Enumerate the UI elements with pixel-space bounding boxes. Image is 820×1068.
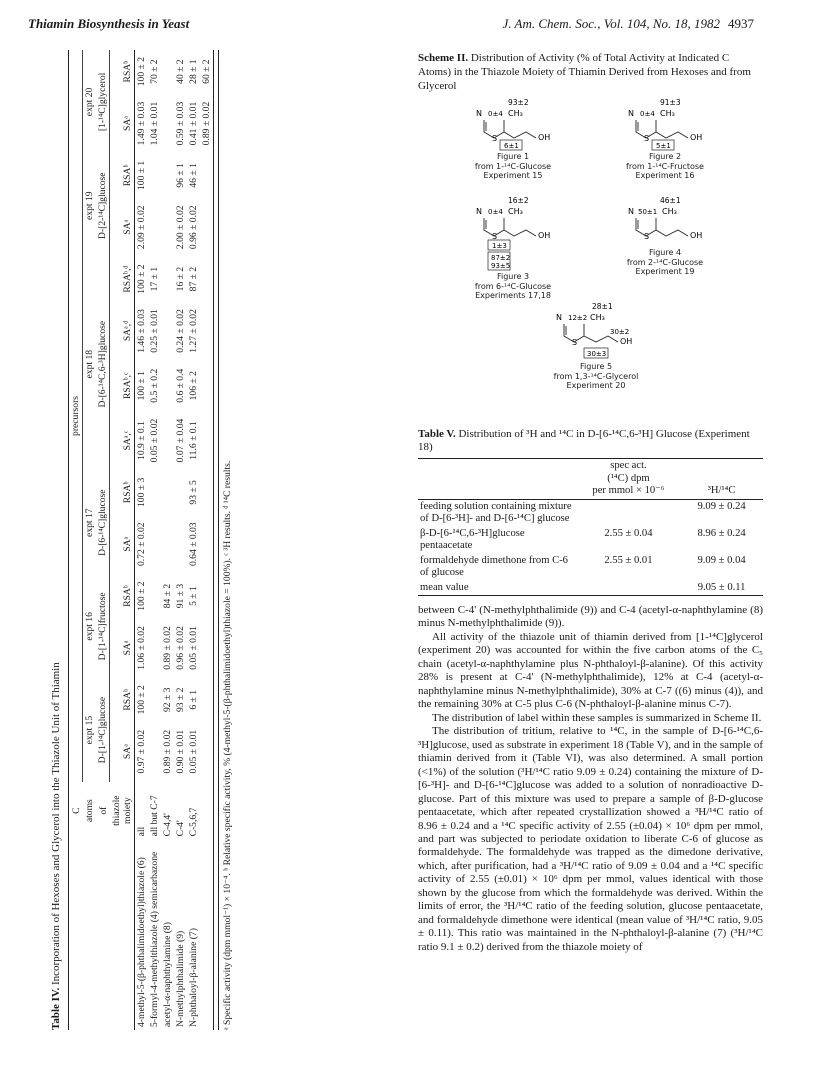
value-cell xyxy=(161,471,174,514)
table-row xyxy=(187,50,200,1030)
label-box: 1±3 xyxy=(492,242,507,250)
subhead: RSAᵇ xyxy=(121,164,133,187)
value-cell: 60 ± 2 xyxy=(200,59,212,84)
value-cell: 10.9 ± 0.1 xyxy=(135,421,147,460)
compound-name: 4-methyl-5-(β-phthalimidoethyl)thiazole (6) xyxy=(135,857,147,1027)
table4-atoms-head-2: of xyxy=(97,806,109,815)
compound-name xyxy=(200,839,214,1030)
expt-name: expt 16 xyxy=(84,612,96,641)
figure-from: from 1,3-¹⁴C-Glycerol xyxy=(553,371,639,381)
label-ch3: CH₃ xyxy=(590,313,605,322)
atoms-cell: all xyxy=(135,826,147,837)
value-cell: 17 ± 1 xyxy=(148,266,160,292)
atoms-cell: all but C-7 xyxy=(148,795,160,837)
atoms-cell xyxy=(200,782,214,839)
specact-head-line: spec act. xyxy=(610,460,647,471)
value-cell xyxy=(148,678,161,721)
value-cell xyxy=(148,575,161,618)
value-cell: 0.07 ± 0.04 xyxy=(174,418,186,463)
subhead: SAᵃ xyxy=(121,744,133,760)
value-cell: 100 ± 1 xyxy=(135,160,147,191)
label-box3: 93±5 xyxy=(491,262,511,270)
table-row xyxy=(161,50,174,1030)
scheme-figure-3 xyxy=(448,194,578,301)
subhead: RSAᵇ,ᶜ xyxy=(121,372,133,399)
table5-row-label: mean value xyxy=(420,581,469,593)
figure-label: Figure 4 xyxy=(648,248,682,257)
atom-s: S xyxy=(492,232,498,241)
subhead: SAᵃ xyxy=(121,116,133,131)
value-cell: 1.49 ± 0.03 xyxy=(135,101,147,146)
value-cell xyxy=(161,258,174,301)
thiazole-structure-icon xyxy=(448,194,578,272)
value-cell xyxy=(148,721,161,782)
value-cell xyxy=(161,514,174,575)
atoms-cell: C-4,4' xyxy=(161,813,173,837)
value-cell: 0.89 ± 0.02 xyxy=(161,729,173,774)
value-cell: 0.90 ± 0.01 xyxy=(174,729,186,774)
value-cell xyxy=(200,575,214,618)
value-cell xyxy=(148,471,161,514)
value-cell xyxy=(161,50,174,93)
value-cell: 0.96 ± 0.02 xyxy=(174,626,186,670)
figure-experiment: Experiment 19 xyxy=(635,267,695,277)
value-cell xyxy=(161,93,174,154)
table4-title-text: Incorporation of Hexoses and Glycerol into the Thiazole Unit of Thiamin xyxy=(50,662,62,986)
table5-row-ratio: 8.96 ± 0.24 xyxy=(697,527,746,539)
value-cell: 5 ± 1 xyxy=(187,586,199,606)
expt-substrate: [1-¹⁴C]glycerol xyxy=(96,50,110,154)
value-cell xyxy=(200,514,214,575)
table5-ratio-head: ³H/¹⁴C xyxy=(707,485,736,496)
value-cell xyxy=(200,618,214,679)
figure-from: from 6-¹⁴C-Glucose xyxy=(474,281,552,291)
subhead: SAᵃ xyxy=(121,219,133,235)
value-cell: 2.00 ± 0.02 xyxy=(174,205,186,250)
table-row xyxy=(148,50,161,1030)
label-oh: OH xyxy=(620,337,633,346)
table5-row-sa: 2.55 ± 0.01 xyxy=(604,554,653,566)
table5-caption-text: Distribution of ³H and ¹⁴C in D-[6-¹⁴C,6-³H] Glucose (Experiment 18) xyxy=(418,428,750,454)
subhead: RSAᵇ xyxy=(121,60,133,83)
value-cell xyxy=(148,154,161,197)
value-cell: 0.6 ± 0.4 xyxy=(174,368,186,403)
label-box2: 87±2 xyxy=(491,254,511,262)
value-cell: 96 ± 1 xyxy=(174,163,186,188)
atom-n: N xyxy=(476,109,482,118)
figure-experiment: Experiment 20 xyxy=(566,381,626,391)
table4-label: Table IV. xyxy=(50,987,62,1030)
subhead: SAᵃ,ᵈ xyxy=(121,320,133,342)
value-cell: 100 ± 3 xyxy=(135,477,147,507)
value-cell xyxy=(200,361,214,410)
atom-s: S xyxy=(644,232,650,241)
label-ch3: CH₃ xyxy=(508,207,523,216)
expt-name: expt 15 xyxy=(84,715,96,745)
value-cell: 93 ± 5 xyxy=(187,480,199,505)
atom-n: N xyxy=(628,207,634,216)
expt-substrate: D-[1-¹⁴C]glucose xyxy=(96,678,110,782)
table5-row-ratio: 9.09 ± 0.04 xyxy=(697,554,746,566)
label-c4: 0±4 xyxy=(640,110,655,118)
value-cell xyxy=(200,197,214,258)
running-header-title: Thiamin Biosynthesis in Yeast xyxy=(28,16,190,31)
value-cell: 100 ± 2 xyxy=(135,264,147,294)
table4-body xyxy=(134,50,213,1030)
value-cell: 1.27 ± 0.02 xyxy=(187,309,199,353)
atom-s: S xyxy=(644,134,650,143)
label-box: 6±1 xyxy=(504,142,519,150)
figure-from: from 1-¹⁴C-Fructose xyxy=(626,161,704,171)
value-cell: 100 ± 2 xyxy=(135,56,147,87)
value-cell: 0.05 ± 0.01 xyxy=(187,729,199,774)
value-cell: 6 ± 1 xyxy=(187,689,199,710)
value-cell: 46 ± 1 xyxy=(187,163,199,188)
atom-n: N xyxy=(556,313,562,322)
value-cell: 0.05 ± 0.02 xyxy=(148,418,160,463)
value-cell: 0.72 ± 0.02 xyxy=(135,522,147,567)
expt-substrate: D-[2-¹⁴C]glucose xyxy=(96,154,110,258)
label-box: 5±1 xyxy=(656,142,671,150)
subhead: RSAᵇ,ᵈ xyxy=(121,265,133,293)
value-cell: 93 ± 2 xyxy=(174,687,186,712)
atoms-cell: C-4' xyxy=(174,820,186,837)
atoms-head-moiety: moiety xyxy=(121,797,133,824)
table4-atoms-head-3 xyxy=(110,782,135,839)
table4-title xyxy=(50,50,62,1030)
scheme2-label: Scheme II. xyxy=(418,52,469,64)
value-cell: 100 ± 1 xyxy=(135,371,147,401)
label-oh: OH xyxy=(538,231,551,240)
value-cell xyxy=(161,361,174,410)
figure-label: Figure 2 xyxy=(648,152,682,161)
label-c4: 0±4 xyxy=(488,208,503,216)
value-cell: 40 ± 2 xyxy=(174,59,186,84)
page-number: 4937 xyxy=(728,16,754,31)
value-cell: 106 ± 2 xyxy=(187,371,199,401)
subhead: RSAᵇ xyxy=(121,688,133,711)
scheme2-caption-text: Distribution of Activity (% of Total Activity at Indicated C Atoms) in the Thiazole Moiety of Thiamin Derived from Hexoses and from Glycerol xyxy=(418,52,751,92)
figure-experiment: Experiment 16 xyxy=(635,171,695,181)
expt-name: expt 20 xyxy=(84,87,96,117)
table5-row-label: formaldehyde dimethone from C-6 of glucose xyxy=(420,554,568,578)
atoms-head-thiazole: thiazole xyxy=(110,795,122,826)
label-c4: 0±4 xyxy=(488,110,503,118)
table4-grid xyxy=(68,50,214,1030)
table5-row-label: β-D-[6-¹⁴C,6-³H]glucose pentaacetate xyxy=(420,527,525,551)
label-c4: 12±2 xyxy=(568,314,588,322)
table5 xyxy=(418,458,763,596)
thiazole-structure-icon xyxy=(526,300,666,362)
subhead: SAᵃ xyxy=(121,640,133,656)
value-cell xyxy=(148,197,161,258)
body-paragraph-4: The distribution of tritium, relative to ¹⁴C, in the sample of D-[6-¹⁴C,6-³H]glucose, used as substrate in experiment 18 (Table V), and in the sample of thiamin derived from it (Table VI), was also determined. A small portion (<1%) of the solution (³H/¹⁴C ratio 9.09 ± 0.24) containing the mixture of D-[6-³H]- and D-[6-¹⁴C]glucose was added to a solution of nonradioactive D-glucose. Part of this mixture was used to prepare a sample of β-D-glucose pentaacetate, which after repeated crystallization showed a ³H/¹⁴C ratio of 8.96 ± 0.24 and a ¹⁴C specific activity of 2.55 (±0.04) × 10⁶ dpm per mmol, and part was subjected to periodate oxidation to liberate C-6 of glucose as formaldehyde. The formaldehyde was trapped as the dimedone derivative, which, after purification, had a ³H/¹⁴C ratio of 9.09 ± 0.04 and a ¹⁴C specific activity of 2.55 (±0.01) × 10⁶ dpm per mmol, values identical with those shown by the glucose from which the formaldehyde was derived. Within the limits of error, the ³H/¹⁴C ratio of the feeding solution, glucose pentaacetate, and formaldehyde dimethone were identical (mean value of ³H/¹⁴C ratio, 9.05 ± 0.11). This ratio was maintained in the N-phthaloyl-β-alanine (7) (³H/¹⁴C ratio 9.1 ± 0.2) derived from the thiazole moiety of xyxy=(418,725,763,953)
scheme-figure-4 xyxy=(600,194,730,277)
table5-caption xyxy=(418,428,763,455)
label-oh: OH xyxy=(690,133,703,142)
scheme2-caption xyxy=(418,52,763,93)
compound-name: N-methylphthalimide (9) xyxy=(174,930,186,1027)
figure-label: Figure 1 xyxy=(496,152,530,161)
figure-label: Figure 5 xyxy=(579,362,613,371)
table-row xyxy=(200,50,214,1030)
value-cell: 100 ± 2 xyxy=(135,581,147,611)
value-cell xyxy=(161,301,174,362)
value-cell xyxy=(174,471,187,514)
label-ch3: CH₃ xyxy=(508,109,523,118)
label-c4: 50±1 xyxy=(638,208,658,216)
label-top: 46±1 xyxy=(660,196,681,205)
label-top: 28±1 xyxy=(592,302,613,311)
value-cell: 1.04 ± 0.01 xyxy=(148,101,160,146)
label-top: 93±2 xyxy=(508,98,529,107)
scheme-figure-2 xyxy=(600,96,730,181)
table4-atoms-head-1: atoms xyxy=(84,799,96,823)
value-cell xyxy=(200,721,214,782)
table5-row-label: feeding solution containing mixture of D-[6-³H]- and D-[6-¹⁴C] glucose xyxy=(420,500,572,524)
label-box: 30±3 xyxy=(587,350,607,358)
value-cell xyxy=(200,678,214,721)
table5-label: Table V. xyxy=(418,428,456,440)
table4-atoms-head-0: C xyxy=(70,807,82,814)
value-cell: 70 ± 2 xyxy=(148,59,160,84)
thiazole-structure-icon xyxy=(448,96,578,152)
value-cell: 0.5 ± 0.2 xyxy=(148,368,160,403)
body-text xyxy=(418,604,763,954)
value-cell xyxy=(200,258,214,301)
table4-footnote: ᵃ Specific activity (dpm mmol⁻¹) × 10⁻⁴. ᵇ Relative specific activity, % (4-methyl-5-(β-phthalimidoethyl)thiazole = 100%). ᶜ ³H results. ᵈ ¹⁴C results. xyxy=(218,50,233,1030)
body-paragraph-3: The distribution of label within these samples is summarized in Scheme II. xyxy=(432,711,762,724)
expt-name: expt 17 xyxy=(84,508,96,537)
table-row xyxy=(174,50,187,1030)
expt-substrate: D-[6-¹⁴C,6-³H]glucose xyxy=(96,258,110,471)
atom-s: S xyxy=(492,134,498,143)
figure-experiment: Experiments 17,18 xyxy=(475,291,551,301)
value-cell: 0.64 ± 0.03 xyxy=(187,522,199,567)
compound-name: acetyl-α-naphthylamine (8) xyxy=(161,922,173,1027)
value-cell: 1.06 ± 0.02 xyxy=(135,626,147,670)
body-paragraph-1: between C-4' (N-methylphthalimide (9)) and C-4 (acetyl-α-naphthylamine (8) minus N-methylphthalimide (9)). xyxy=(418,604,763,630)
value-cell: 0.25 ± 0.01 xyxy=(148,309,160,353)
thiazole-structure-icon xyxy=(600,96,730,152)
value-cell: 16 ± 2 xyxy=(174,266,186,292)
expt-name: expt 19 xyxy=(84,191,96,220)
table4-precursors-head: precursors xyxy=(69,50,83,782)
figure-from: from 2-¹⁴C-Glucose xyxy=(626,257,704,267)
value-cell: 28 ± 1 xyxy=(187,59,199,84)
value-cell: 2.09 ± 0.02 xyxy=(135,205,147,250)
table5-row-sa: 2.55 ± 0.04 xyxy=(604,527,653,539)
journal-citation: J. Am. Chem. Soc., Vol. 104, No. 18, 1982 xyxy=(502,16,720,31)
value-cell: 0.24 ± 0.02 xyxy=(174,309,186,353)
table5-row-ratio: 9.05 ± 0.11 xyxy=(697,581,746,593)
value-cell: 1.46 ± 0.03 xyxy=(135,309,147,353)
value-cell xyxy=(148,514,161,575)
specact-head-line: (¹⁴C) dpm xyxy=(607,472,650,484)
label-top: 16±2 xyxy=(508,196,529,205)
figure-label: Figure 3 xyxy=(496,272,530,281)
scheme-figure-1 xyxy=(448,96,578,181)
table5-row-sa xyxy=(577,499,681,527)
thiazole-structure-icon xyxy=(600,194,730,248)
value-cell xyxy=(200,154,214,197)
value-cell: 0.89 ± 0.02 xyxy=(161,626,173,670)
value-cell: 0.89 ± 0.02 xyxy=(200,101,212,146)
value-cell: 100 ± 2 xyxy=(135,685,147,715)
expt-name: expt 18 xyxy=(84,349,96,379)
value-cell: 0.97 ± 0.02 xyxy=(135,729,147,774)
figure-from: from 1-¹⁴C-Glucose xyxy=(474,161,552,171)
value-cell xyxy=(161,197,174,258)
subhead: SAᵃ,ᶜ xyxy=(121,430,133,451)
value-cell xyxy=(174,514,187,575)
value-cell: 11.6 ± 0.1 xyxy=(187,421,199,460)
table4-rotated-container xyxy=(50,50,385,1030)
value-cell xyxy=(148,618,161,679)
label-ch3: CH₃ xyxy=(660,109,675,118)
atom-n: N xyxy=(628,109,634,118)
value-cell xyxy=(161,154,174,197)
label-oh: OH xyxy=(538,133,551,142)
value-cell: 91 ± 3 xyxy=(174,583,186,609)
label-oh: OH xyxy=(690,231,703,240)
subhead: RSAᵇ xyxy=(121,481,133,504)
atom-n: N xyxy=(476,207,482,216)
compound-name: 5-formyl-4-methylthiazole (4) semicarbazone xyxy=(148,851,160,1027)
value-cell: 92 ± 3 xyxy=(161,687,173,712)
subhead: RSAᵇ xyxy=(121,585,133,607)
label-mid: 30±2 xyxy=(610,328,630,336)
body-paragraph-2: All activity of the thiazole unit of thiamin derived from [1-¹⁴C]glycerol (experiment 20) was accounted for within the five carbon atoms of the C₅ chain (acetyl-α-naphthylamine plus N-phthaloyl-β-alanine). Of this activity 28% is present at C-4' (N-methylphthalimide), 12% at C-4 (acetyl-α-naphthylamine minus N-methylphthalimide), 30% at C-7 ((6) minus (4)), and the remaining 30% at C-5 plus C-6 (N-phthaloyl-β-alanine minus C-7). xyxy=(418,630,763,711)
value-cell xyxy=(200,301,214,362)
atoms-cell: C-5,6,7 xyxy=(187,807,199,837)
subhead: SAᵃ xyxy=(121,536,133,552)
table5-specact-head xyxy=(577,459,681,500)
table-row xyxy=(134,50,148,1030)
figure-experiment: Experiment 15 xyxy=(483,171,543,181)
table5-row-ratio: 9.09 ± 0.24 xyxy=(697,500,746,512)
specact-head-line: per mmol × 10⁻⁶ xyxy=(592,485,665,496)
value-cell: 0.59 ± 0.03 xyxy=(174,101,186,146)
table5-row-sa xyxy=(577,581,681,596)
atom-s: S xyxy=(572,338,578,347)
table4 xyxy=(50,50,385,1030)
value-cell xyxy=(200,471,214,514)
expt-substrate: D-[1-¹⁴C]fructose xyxy=(96,575,110,679)
label-ch3: CH₃ xyxy=(662,207,677,216)
value-cell xyxy=(161,410,174,471)
expt-substrate: D-[6-¹⁴C]glucose xyxy=(96,471,110,575)
scheme-figure-5 xyxy=(526,300,666,391)
compound-name: N-phthaloyl-β-alanine (7) xyxy=(187,928,199,1027)
value-cell: 0.96 ± 0.02 xyxy=(187,205,199,250)
value-cell: 87 ± 2 xyxy=(187,266,199,292)
label-top: 91±3 xyxy=(660,98,681,107)
value-cell: 0.41 ± 0.01 xyxy=(187,101,199,146)
value-cell: 0.05 ± 0.01 xyxy=(187,626,199,670)
running-header-journal xyxy=(503,16,755,32)
value-cell xyxy=(200,410,214,471)
value-cell: 84 ± 2 xyxy=(161,583,173,609)
